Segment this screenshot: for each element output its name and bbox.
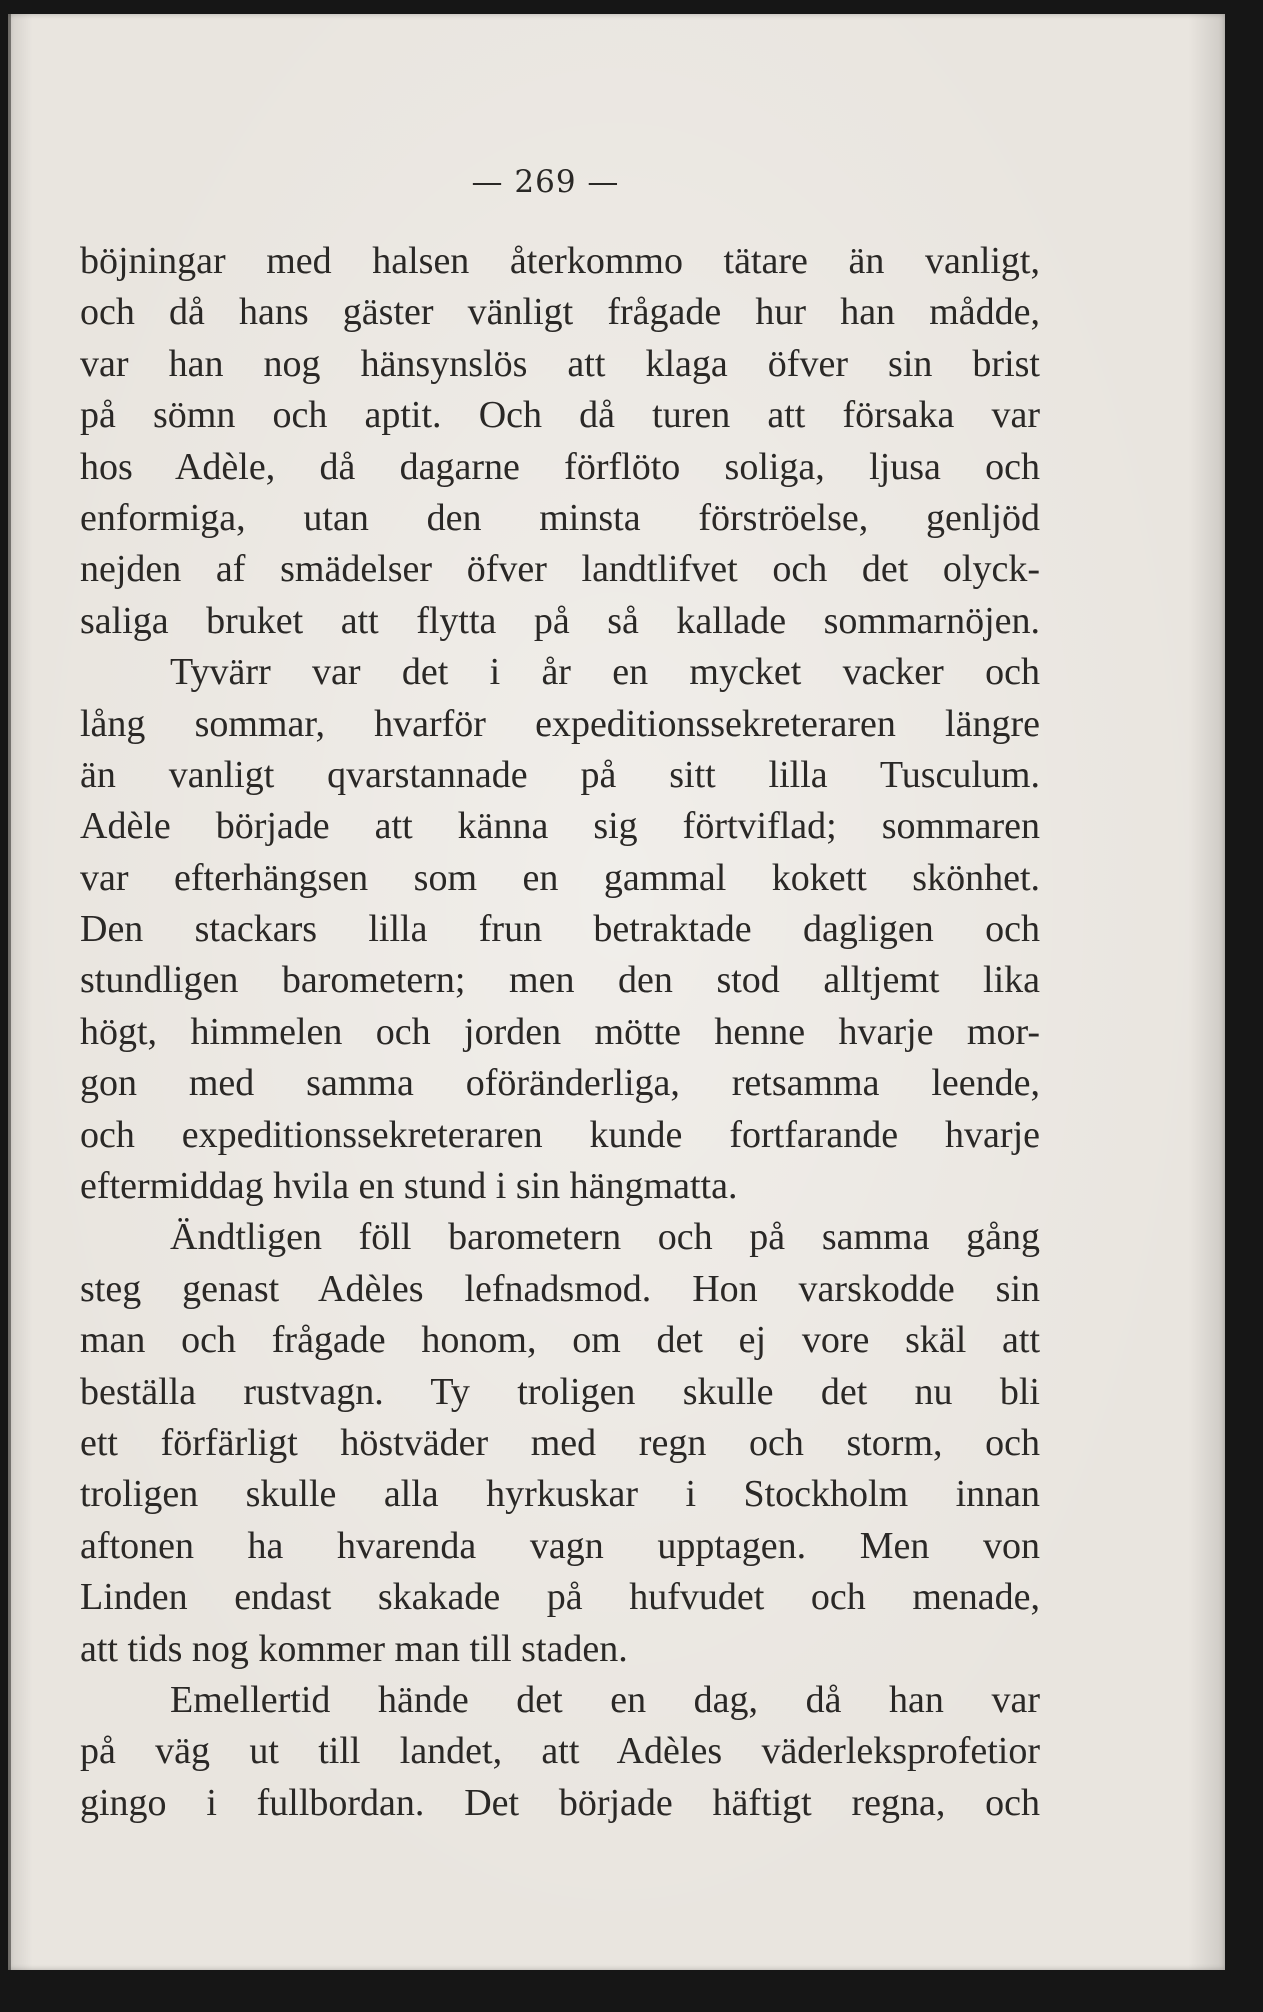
body-text (80, 236, 1040, 1829)
text-line: stundligen barometern; men den stod alltjemt lika (80, 959, 1040, 1002)
text-line: saliga bruket att flytta på så kallade sommarnöjen. (80, 599, 1040, 642)
text-line: gingo i fullbordan. Det började häftigt regna, och (80, 1781, 1040, 1824)
text-line: nejden af smädelser öfver landtlifvet och det olyck- (80, 548, 1040, 591)
text-line: på sömn och aptit. Och då turen att försaka var (80, 394, 1040, 437)
text-line: eftermiddag hvila en stund i sin hängmatta. (80, 1165, 738, 1208)
text-line: gon med samma oföränderliga, retsamma leende, (80, 1062, 1040, 1105)
text-line: på väg ut till landet, att Adèles väderleksprofetior (80, 1730, 1040, 1773)
text-line: man och frågade honom, om det ej vore skäl att (80, 1319, 1040, 1362)
page-number: — 269 — (471, 164, 620, 200)
text-line: steg genast Adèles lefnadsmod. Hon varskodde sin (80, 1267, 1040, 1310)
text-line: böjningar med halsen återkommo tätare än vanligt, (80, 240, 1040, 282)
text-line: var han nog hänsynslös att klaga öfver sin brist (80, 342, 1040, 385)
text-line: än vanligt qvarstannade på sitt lilla Tusculum. (80, 753, 1040, 796)
text-line: lång sommar, hvarför expeditionssekreteraren längre (80, 702, 1040, 745)
text-line: Adèle började att känna sig förtviflad; sommaren (80, 805, 1040, 848)
text-line: högt, himmelen och jorden mötte henne hvarje mor- (80, 1010, 1040, 1053)
text-line: ett förfärligt höstväder med regn och storm, och (80, 1421, 1040, 1464)
text-line: troligen skulle alla hyrkuskar i Stockholm innan (80, 1473, 1040, 1516)
text-line: beställa rustvagn. Ty troligen skulle det nu bli (80, 1370, 1040, 1413)
text-line: enformiga, utan den minsta förströelse, genljöd (80, 496, 1040, 539)
book-page (8, 14, 1225, 1970)
text-line: Tyvärr var det i år en mycket vacker och (170, 651, 1040, 694)
text-line: aftonen ha hvarenda vagn upptagen. Men von (80, 1524, 1040, 1567)
text-line: Emellertid hände det en dag, då han var (170, 1678, 1040, 1721)
text-line: och då hans gäster vänligt frågade hur han mådde, (80, 291, 1040, 334)
page-gutter-edge (8, 14, 11, 1970)
text-line: Den stackars lilla frun betraktade dagligen och (80, 908, 1040, 951)
text-line: Linden endast skakade på hufvudet och menade, (80, 1576, 1040, 1619)
text-line: var efterhängsen som en gammal kokett skönhet. (80, 856, 1040, 899)
text-line: hos Adèle, då dagarne förflöto soliga, ljusa och (80, 445, 1040, 488)
text-line: Ändtligen föll barometern och på samma gång (170, 1216, 1040, 1259)
text-line: att tids nog kommer man till staden. (80, 1627, 628, 1670)
text-line: och expeditionssekreteraren kunde fortfarande hvarje (80, 1113, 1040, 1156)
